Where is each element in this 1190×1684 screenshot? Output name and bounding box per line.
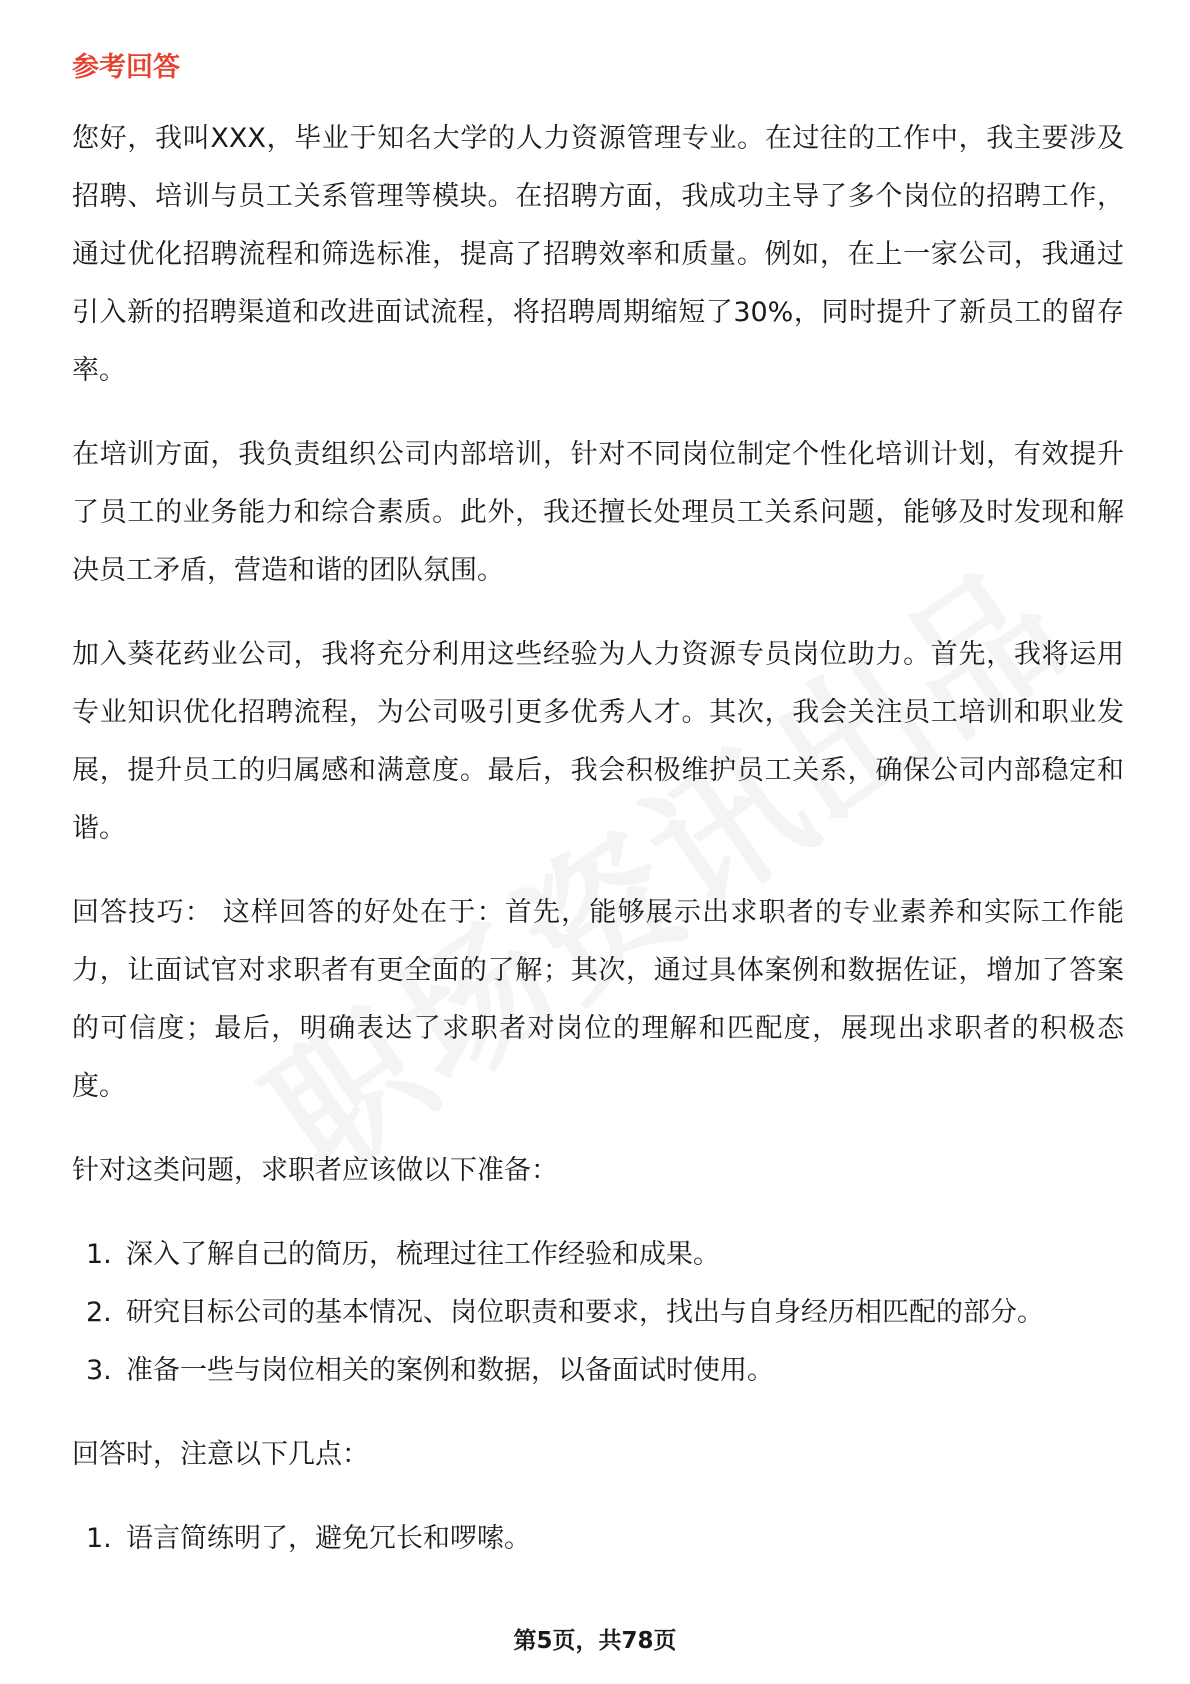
tips-paragraph: 回答技巧： 这样回答的好处在于：首先，能够展示出求职者的专业素养和实际工作能力，让面试官对求职者有更全面的了解；其次，通过具体案例和数据佐证，增加了答案的可信度；最后，明确表达了求职者对岗位的理解和匹配度，展现出求职者的积极态度。: [72, 897, 1124, 1102]
list-item: [72, 1284, 1124, 1342]
list-item-text: 深入了解自己的简历，梳理过往工作经验和成果。: [126, 1239, 720, 1270]
notes-list: [72, 1510, 1124, 1568]
list-number: 3.: [86, 1355, 112, 1386]
prep-intro: 针对这类问题，求职者应该做以下准备：: [72, 1155, 558, 1186]
list-number: 1.: [86, 1239, 112, 1270]
list-item: [72, 1226, 1124, 1284]
list-number: 1.: [86, 1523, 112, 1554]
page-content: [72, 48, 1124, 1594]
list-item-text: 语言简练明了，避免冗长和啰嗦。: [126, 1523, 531, 1554]
notes-intro: 回答时，注意以下几点：: [72, 1439, 369, 1470]
section-title: 参考回答: [72, 52, 180, 83]
list-item: [72, 1342, 1124, 1400]
list-number: 2.: [86, 1297, 112, 1328]
list-item-text: 研究目标公司的基本情况、岗位职责和要求，找出与自身经历相匹配的部分。: [126, 1297, 1044, 1328]
prep-list: [72, 1226, 1124, 1400]
answer-paragraph-3: 加入葵花药业公司，我将充分利用这些经验为人力资源专员岗位助力。首先，我将运用专业知识优化招聘流程，为公司吸引更多优秀人才。其次，我会关注员工培训和职业发展，提升员工的归属感和满意度。最后，我会积极维护员工关系，确保公司内部稳定和谐。: [72, 639, 1124, 844]
answer-paragraph-2: 在培训方面，我负责组织公司内部培训，针对不同岗位制定个性化培训计划，有效提升了员工的业务能力和综合素质。此外，我还擅长处理员工关系问题，能够及时发现和解决员工矛盾，营造和谐的团队氛围。: [72, 439, 1124, 586]
page-number: 第5页，共78页: [513, 1628, 677, 1654]
list-item-text: 准备一些与岗位相关的案例和数据，以备面试时使用。: [126, 1355, 774, 1386]
answer-paragraph-1: 您好，我叫XXX，毕业于知名大学的人力资源管理专业。在过往的工作中，我主要涉及招聘、培训与员工关系管理等模块。在招聘方面，我成功主导了多个岗位的招聘工作，通过优化招聘流程和筛选标准，提高了招聘效率和质量。例如，在上一家公司，我通过引入新的招聘渠道和改进面试流程，将招聘周期缩短了30%，同时提升了新员工的留存率。: [72, 123, 1124, 386]
list-item: [72, 1510, 1124, 1568]
